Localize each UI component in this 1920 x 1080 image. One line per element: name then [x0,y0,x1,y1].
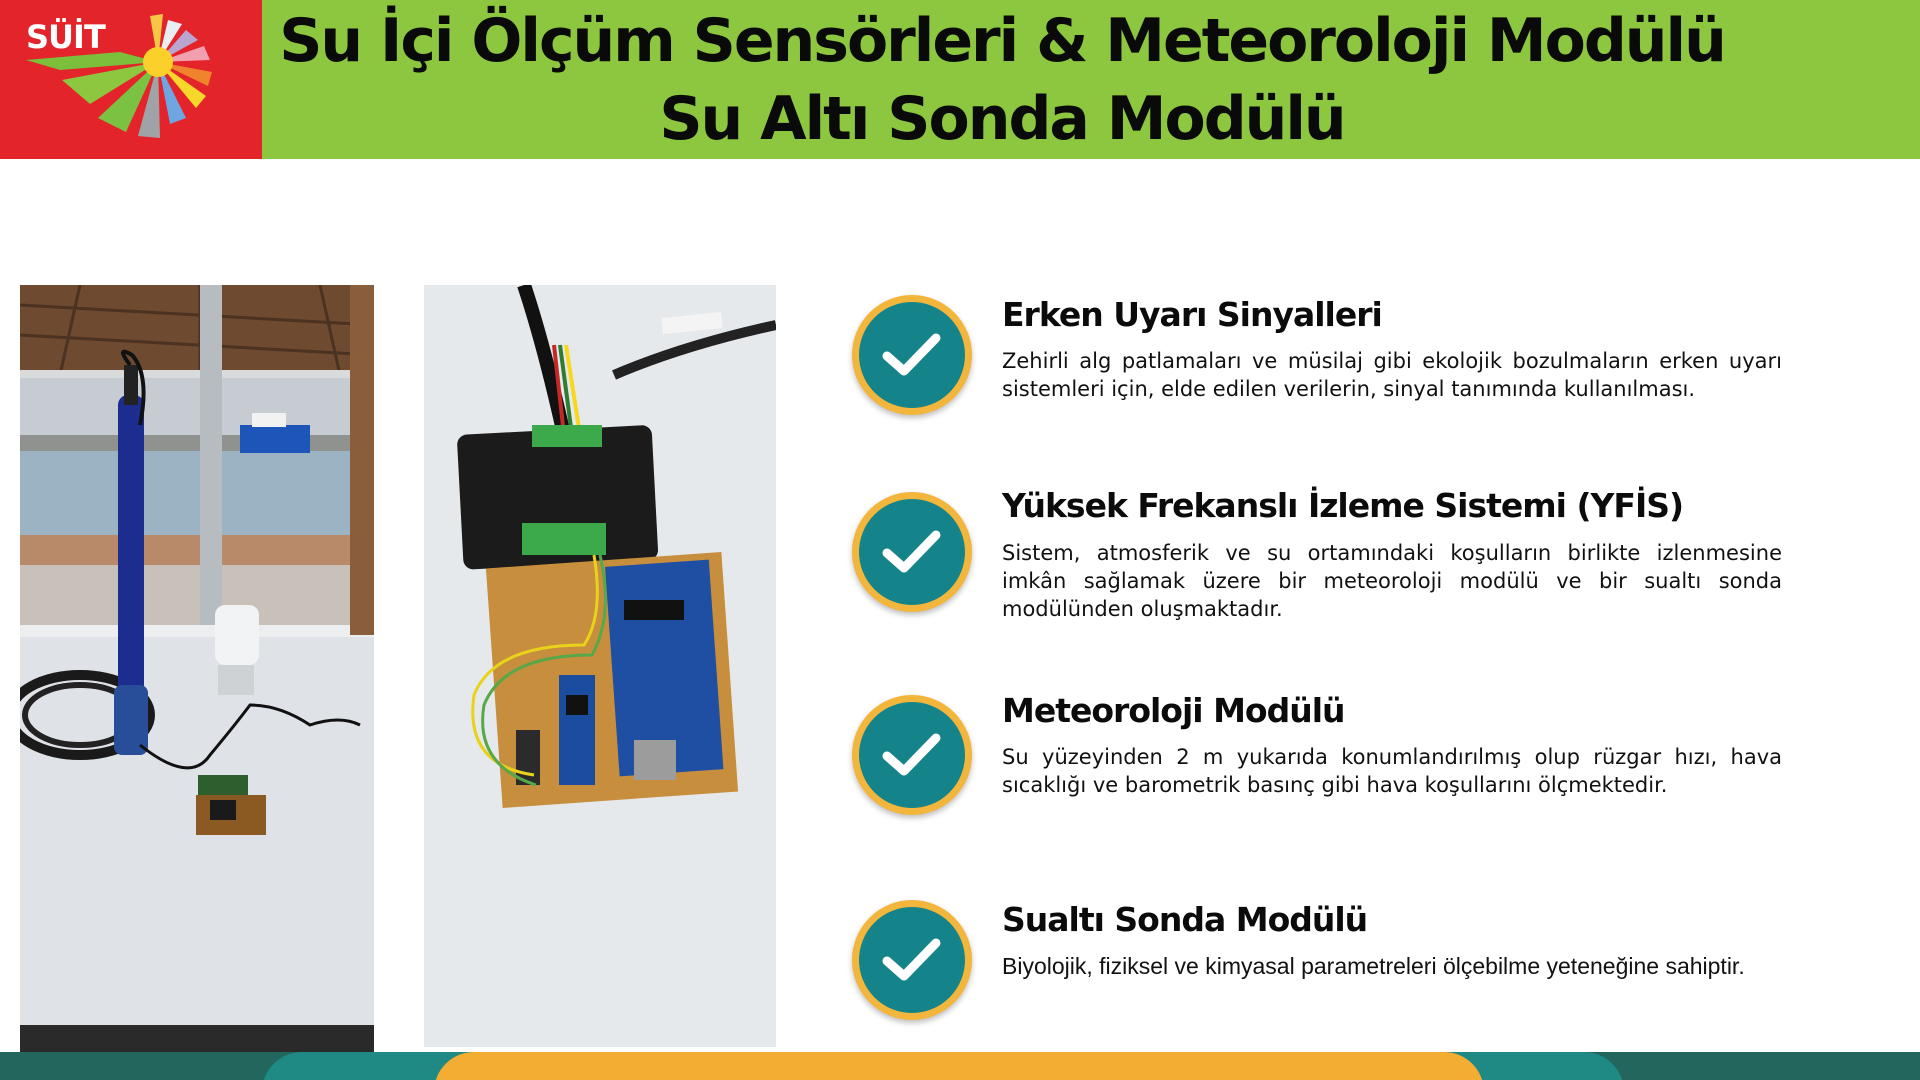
feature-title: Sualtı Sonda Modülü [1002,900,1368,939]
logo [0,0,262,159]
feature-item-yfis [852,486,1892,632]
sonde-and-weather-sensor-photo [20,285,374,1052]
feature-title: Erken Uyarı Sinyalleri [1002,295,1382,334]
check-icon [852,695,972,815]
check-icon [852,492,972,612]
title-line-2: Su Altı Sonda Modülü [659,84,1345,154]
check-icon [852,295,972,415]
header-bar [0,0,1920,159]
check-icon [852,900,972,1020]
feature-title: Meteoroloji Modülü [1002,691,1345,730]
feature-item-early-warning [852,295,1892,415]
circuit-board-photo [424,285,776,1047]
feature-description: Biyolojik, fiziksel ve kimyasal parametreleri ölçebilme yeteneğine sahiptir. [1002,953,1745,979]
footer-orange-band [434,1052,1484,1080]
feature-description: Zehirli alg patlamaları ve müsilaj gibi ekolojik bozulmaların erken uyarı sistemleri için, elde edilen verilerin, sinyal tanımında kullanılması. [1002,349,1782,401]
feature-title: Yüksek Frekanslı İzleme Sistemi (YFİS) [1002,486,1684,525]
logo-text: SÜİT [26,18,105,56]
feature-item-meteorology [852,691,1892,815]
page-title [262,0,1742,159]
title-line-1: Su İçi Ölçüm Sensörleri & Meteoroloji Modülü [279,6,1725,76]
feature-description: Su yüzeyinden 2 m yukarıda konumlandırılmış olup rüzgar hızı, hava sıcaklığı ve barometrik basınç gibi hava koşullarını ölçmektedir. [1002,745,1782,797]
feature-description: Sistem, atmosferik ve su ortamındaki koşulların birlikte izlenmesine imkân sağlamak üzere bir meteoroloji modülü ve bir sualtı sonda modülünden oluşmaktadır. [1002,541,1782,621]
feature-item-underwater-sonde [852,900,1892,1020]
